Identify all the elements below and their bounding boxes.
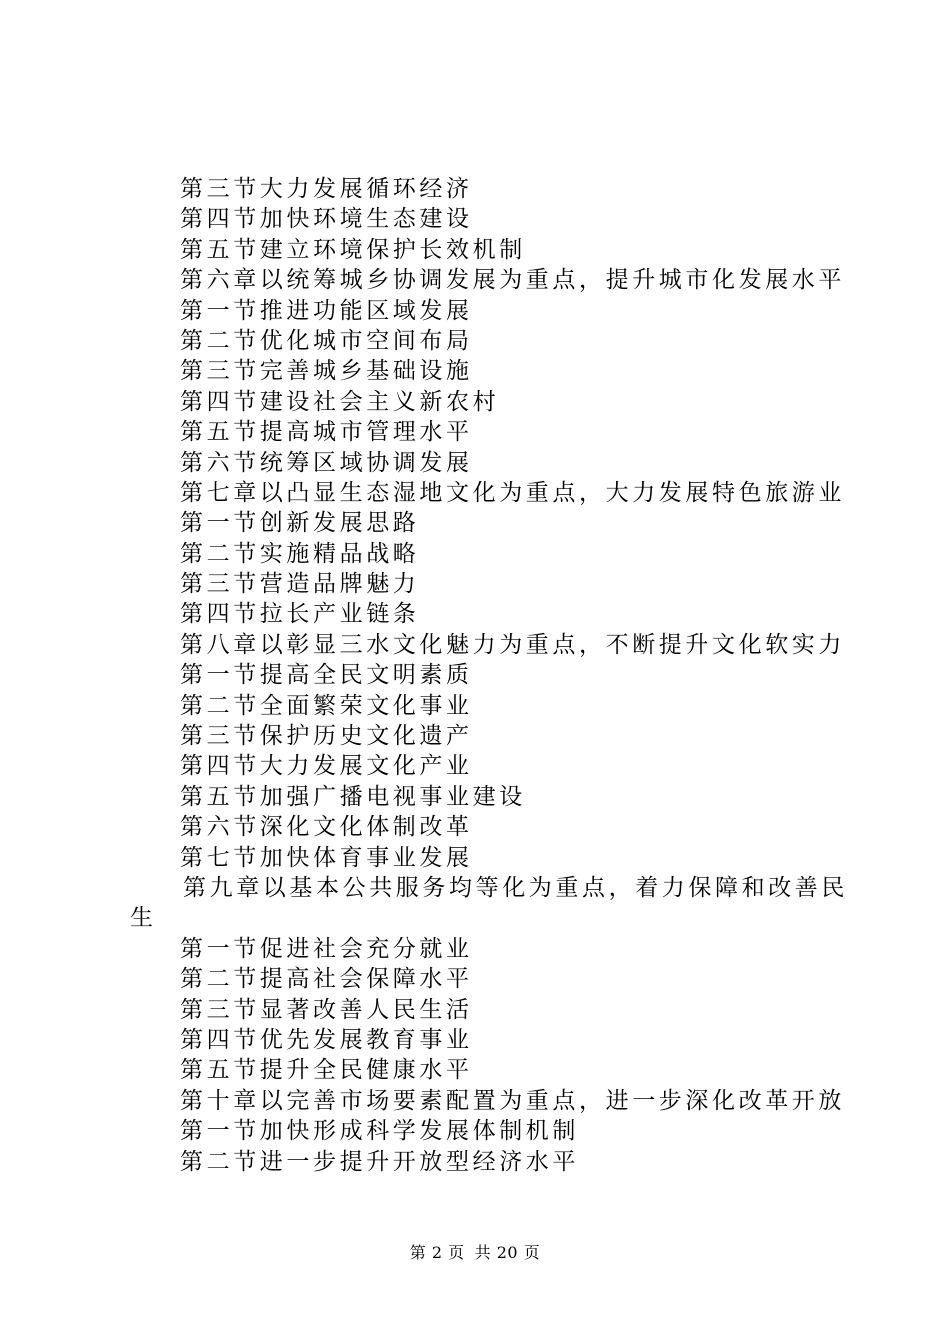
toc-line: 第十章以完善市场要素配置为重点，进一步深化改革开放 (180, 1087, 845, 1114)
toc-line: 第五节加强广播电视事业建设 (180, 783, 526, 810)
toc-line: 第四节建设社会主义新农村 (180, 388, 500, 415)
page-total: 共 20 页 (474, 1243, 541, 1262)
toc-line: 第三节营造品牌魅力 (180, 571, 420, 598)
toc-line: 第六节统筹区域协调发展 (180, 449, 473, 476)
toc-line: 第七章以凸显生态湿地文化为重点，大力发展特色旅游业 (180, 479, 845, 506)
toc-line: 第一节推进功能区域发展 (180, 297, 473, 324)
toc-line: 第一节加快形成科学发展体制机制 (180, 1118, 579, 1145)
table-of-contents (130, 174, 860, 1177)
toc-line: 第四节大力发展文化产业 (180, 753, 473, 780)
page-number: 第 2 页 (409, 1243, 465, 1262)
toc-line: 第二节提高社会保障水平 (180, 966, 473, 993)
toc-line: 第三节大力发展循环经济 (180, 176, 473, 202)
toc-line: 第九章以基本公共服务均等化为重点，着力保障和改善民 (183, 874, 848, 901)
toc-line: 第三节保护历史文化遗产 (180, 723, 473, 750)
toc-line: 第一节促进社会充分就业 (180, 935, 473, 962)
toc-line: 第三节显著改善人民生活 (180, 996, 473, 1023)
toc-line: 第四节拉长产业链条 (180, 601, 420, 628)
toc-line: 第五节建立环境保护长效机制 (180, 236, 526, 263)
toc-line: 第六节深化文化体制改革 (180, 814, 473, 841)
toc-line: 第二节进一步提升开放型经济水平 (180, 1148, 579, 1175)
toc-line: 第二节实施精品战略 (180, 540, 420, 567)
toc-line: 第二节优化城市空间布局 (180, 327, 473, 354)
toc-line: 第四节加快环境生态建设 (180, 206, 473, 233)
toc-line: 第五节提升全民健康水平 (180, 1057, 473, 1084)
toc-line: 第一节创新发展思路 (180, 510, 420, 537)
toc-line: 第五节提高城市管理水平 (180, 419, 473, 446)
toc-line: 第二节全面繁荣文化事业 (180, 692, 473, 719)
page-footer (0, 1243, 950, 1263)
toc-line: 第七节加快体育事业发展 (180, 844, 473, 871)
toc-line: 第四节优先发展教育事业 (180, 1026, 473, 1053)
toc-line: 第三节完善城乡基础设施 (180, 358, 473, 385)
toc-line: 第八章以彰显三水文化魅力为重点，不断提升文化软实力 (180, 631, 845, 658)
toc-line-continuation: 生 (130, 905, 157, 932)
toc-line: 第六章以统筹城乡协调发展为重点，提升城市化发展水平 (180, 267, 845, 294)
toc-line: 第一节提高全民文明素质 (180, 662, 473, 689)
